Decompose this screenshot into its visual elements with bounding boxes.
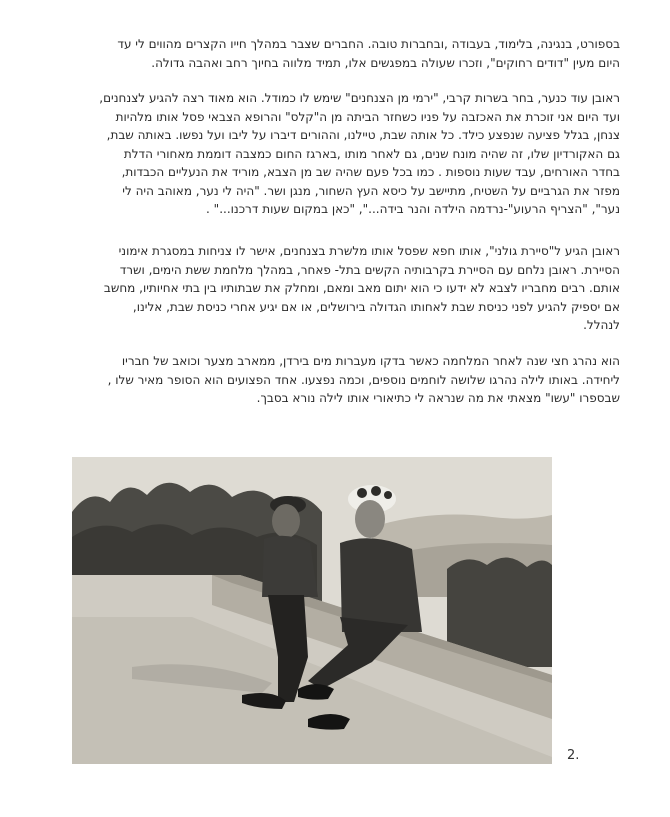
text-line: צנחן, בגלל פציעה שנפצע כילד. כל אותה שבת, טיילנו, וההורים דיברו על ליבו ועל נפשו. באותה שבת,: [106, 128, 620, 142]
text-line: הוא נהרג חצי שנה לאחר המלחמה כאשר בדקו מעברות מים בירדן, ממארב מצער וכואב של חבריו: [121, 354, 620, 368]
family-photograph: [72, 457, 552, 764]
text-line: אותם. רבים מחבריו לצבא לא ידעו כי הוא יתום מאב ומאם, ומחלק את שבתותיו בין בתי אחיותיו, מחשב: [103, 281, 620, 295]
paragraph-4: [50, 352, 620, 408]
paragraph-2: [50, 89, 620, 219]
text-line: ראובן עוד כנער, בחר בשרות קרבי, "ירמי מן הצנחנים" שימש לו כמודל. הוא מאוד רצה להגיע לצנחנים,: [99, 91, 620, 105]
text-line: ועד היום אני זוכרת את האכזבה על פניו כשחזר הביתה מן ה"קלס" והרופא הצבאי פסל אותו מלהיות: [115, 109, 620, 124]
text-line: אם יספיק להגיע לפני כניסת שבת לאחותו הגדולה בירושלים, או אם יגיע אחרי כניסת שבת, אלינו,: [132, 299, 620, 314]
text-line: נער", "הצריף הרעוע"-נרדמה הילדה והנר בידה...", "כאן במקום שעות דרכנו..." .: [206, 202, 620, 216]
text-line: מפזר את הגרביים על השטיח, מתיישב על כיסא העץ השחור, מנגן ושר. "היה לי נער, מאוהב היה לי: [122, 183, 620, 198]
page-number: 2.: [567, 748, 580, 763]
text-line: הסיירת. ראובן נלחם עם הסיירת בקרבותיה הקשים בתל- פאחר, במהלך מלחמת ששת הימים, ושרד: [119, 262, 620, 277]
text-line: לנהלל.: [583, 318, 620, 332]
text-line: ליחידה. באותו לילה נהרגו שלושה לוחמים נוספים, וכמה נפצעו. אחד הפצועים הוא הסופר מאיר שלו ,: [107, 372, 620, 387]
paragraph-1: [50, 35, 620, 72]
paragraph-3: [50, 242, 620, 335]
text-line: בספורט, בנגינה, בלימוד, בעבודה ,ובחברות טובה. החברים שצבר במהלך חייו הקצרים מהווים לי עד: [117, 37, 620, 51]
text-line: ראובן הגיע ל"סיירת גולני", אותו חפא שפסל אותו מלשרת בצנחנים, אישר לו צניחות במסגרת אימוני: [118, 244, 620, 258]
text-line: היום מעין "דודים רחוקים", וזכרו שעולה במפגשים אלו, תמיד מלווה בחיוך רחב ואהבה גדולה.: [151, 55, 620, 70]
text-line: בחדר האורחים, עבד שעות נוספות . כמו בכל פעם שהיה שב מן הצבא, מוריד את הנעליים הכבדות,: [121, 165, 620, 179]
text-line: שבספרו "עשו" מצאתי את מה שנראה לי כתיאורי אותו לילה נורא בסבך.: [256, 391, 620, 405]
text-line: גם האקורדיון שלו, זה שהיה מונח שנים, גם לאחר מותו ,בארגז החום כמצבה דוממת מאחורי הדלת: [123, 146, 620, 161]
